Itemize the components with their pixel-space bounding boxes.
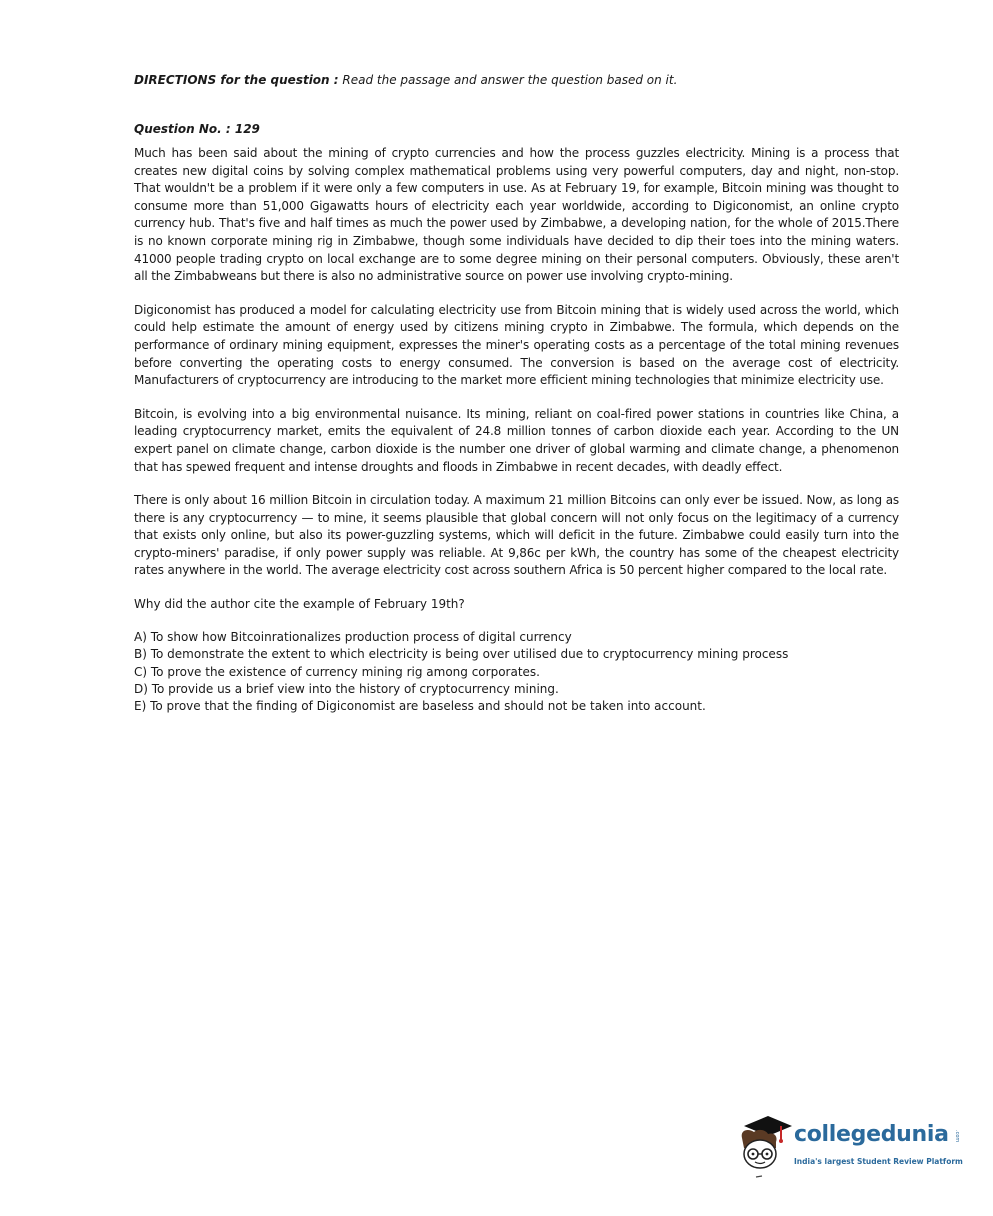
directions-lead: DIRECTIONS for the question :	[134, 73, 339, 87]
passage-paragraph-3: Bitcoin, is evolving into a big environmental nuisance. Its mining, reliant on coal-fired power stations in countries like China, a leading cryptocurrency market, emits the equivalent of 24.8 million tonnes of carbon dioxide each year. According to the UN expert panel on climate change, carbon dioxide is the number one driver of global warming and climate change, a phenomenon that has spewed frequent and intense droughts and floods in Zimbabwe in recent decades, with deadly effect.	[134, 406, 899, 474]
option-b: B) To demonstrate the extent to which electricity is being over utilised due to cryptocurrency mining process	[134, 647, 789, 662]
option-d: D) To provide us a brief view into the history of cryptocurrency mining.	[134, 681, 559, 696]
directions	[134, 72, 899, 89]
option-a: A) To show how Bitcoinrationalizes production process of digital currency	[134, 630, 572, 645]
document-page	[134, 72, 899, 716]
passage-paragraph-1: Much has been said about the mining of crypto currencies and how the process guzzles electricity. Mining is a process that creates new digital coins by solving complex mathematical problems using very powerful computers, day and night, non-stop. That wouldn't be a problem if it were only a few computers in use. As at February 19, for example, Bitcoin mining was thought to consume more than 51,000 Gigawatts hours of electricity each year worldwide, according to Digiconomist, an online crypto currency hub. That's five and half times as much the power used by Zimbabwe, a developing nation, for the whole of 2015.There is no known corporate mining rig in Zimbabwe, though some individuals have decided to dip their toes into the mining waters. 41000 people trading crypto on local exchange are to some degree mining on their personal computers. Obviously, these aren't all the Zimbabweans but there is also no administrative source on power use involving crypto-mining.	[134, 146, 899, 284]
passage-paragraph-2: Digiconomist has produced a model for calculating electricity use from Bitcoin mining that is widely used across the world, which could help estimate the amount of energy used by citizens mining crypto in Zimbabwe. The formula, which depends on the performance of ordinary mining equipment, expresses the miner's operating costs as a percentage of the total mining revenues before converting the operating costs to energy consumed. The conversion is based on the average cost of electricity. Manufacturers of cryptocurrency are introducing to the market more efficient mining technologies that minimize electricity use.	[134, 302, 899, 388]
answer-options	[134, 629, 899, 715]
logo-tagline: India's largest Student Review Platform	[794, 1157, 963, 1166]
collegedunia-logo	[736, 1108, 963, 1183]
logo-wordmark: collegedunia	[794, 1122, 949, 1147]
option-e: E) To prove that the finding of Digiconomist are baseless and should not be taken into account.	[134, 699, 706, 714]
logo-domain: .com	[954, 1130, 960, 1143]
option-c: C) To prove the existence of currency mining rig among corporates.	[134, 664, 540, 679]
directions-text: Read the passage and answer the question based on it.	[338, 73, 678, 87]
student-mascot-icon	[736, 1108, 794, 1183]
passage-paragraph-4: There is only about 16 million Bitcoin in circulation today. A maximum 21 million Bitcoins can only ever be issued. Now, as long as there is any cryptocurrency — to mine, it seems plausible that global concern will not only focus on the legitimacy of a currency that exists only online, but also its power-guzzling systems, which will deficit in the future. Zimbabwe could easily turn into the crypto-miners' paradise, if only power supply was reliable. At 9,86c per kWh, the country has some of the cheapest electricity rates anywhere in the world. The average electricity cost across southern Africa is 50 percent higher compared to the local rate.	[134, 493, 899, 578]
question-text: Why did the author cite the example of February 19th?	[134, 597, 465, 612]
question-number: Question No. : 129	[134, 122, 260, 136]
